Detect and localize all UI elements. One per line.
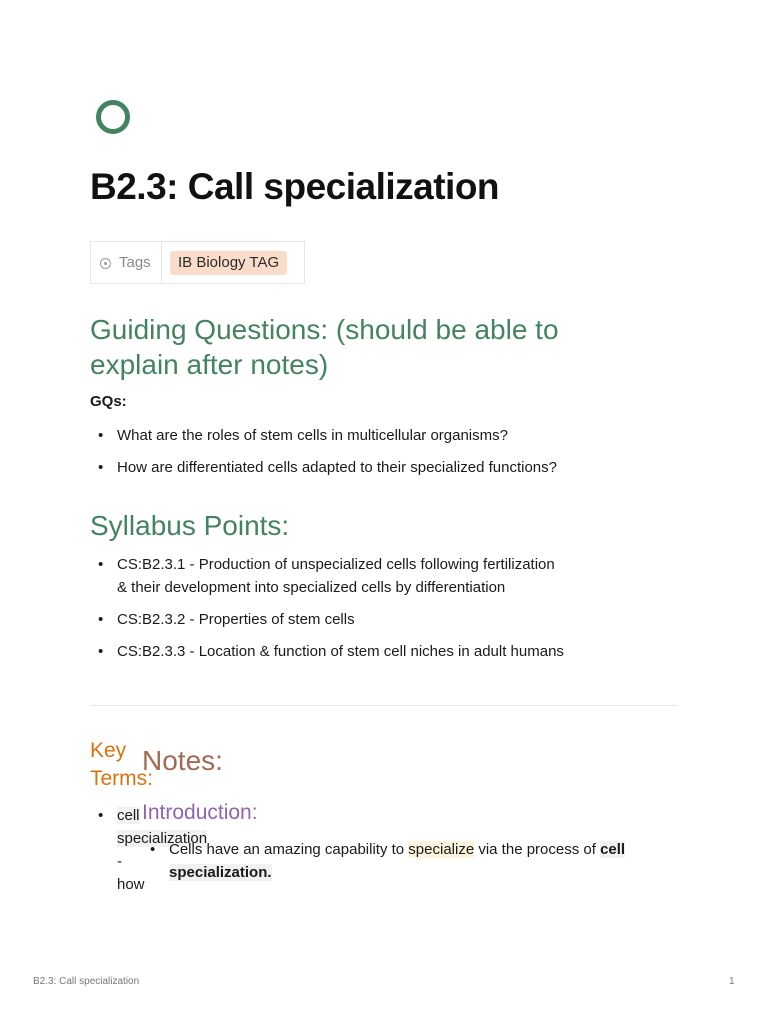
- intro-list-item: [169, 838, 669, 884]
- page-number: 1: [729, 976, 735, 987]
- syllabus-item-line: CS:B2.3.1 - Production of unspecialized cells following fertilization: [117, 556, 555, 573]
- guiding-heading-line1: Guiding Questions: (should be able to: [90, 314, 559, 345]
- key-terms-line1: Key: [90, 739, 127, 762]
- list-item: • CS:B2.3.2 - Properties of stem cells: [117, 608, 564, 631]
- introduction-heading: Introduction:: [142, 801, 258, 824]
- gqs-label: GQs:: [90, 393, 127, 410]
- syllabus-list: [117, 553, 564, 672]
- gq-list: [117, 424, 557, 488]
- key-term-line: specialization: [117, 830, 208, 847]
- bold-term: cell: [600, 841, 626, 858]
- guiding-heading-line2: explain after notes): [90, 349, 329, 380]
- list-item: • CS:B2.3.3 - Location & function of stem cell niches in adult humans: [117, 640, 564, 663]
- syllabus-heading: Syllabus Points:: [90, 510, 290, 541]
- tag-chip[interactable]: IB Biology TAG: [170, 251, 287, 275]
- intro-text: Cells have an amazing capability to: [169, 841, 409, 858]
- highlighted-term: specialize: [408, 841, 475, 858]
- intro-text: via the process of: [474, 841, 601, 858]
- tag-property-icon: [100, 258, 111, 269]
- syllabus-item-line: & their development into specialized cells by differentiation: [117, 579, 506, 596]
- list-item: • What are the roles of stem cells in multicellular organisms?: [117, 424, 557, 447]
- page-icon: [96, 100, 130, 134]
- footer-title: B2.3: Call specialization: [33, 976, 140, 987]
- key-term-line: cell: [117, 807, 140, 824]
- notes-heading: Notes:: [142, 745, 223, 776]
- divider: [90, 705, 678, 706]
- tags-property-value[interactable]: [162, 242, 287, 283]
- list-item: • How are differentiated cells adapted to their specialized functions?: [117, 456, 557, 479]
- tags-label: Tags: [119, 254, 151, 271]
- list-item: [117, 553, 564, 599]
- page-title: B2.3: Call specialization: [90, 166, 500, 207]
- tags-property-key[interactable]: [91, 242, 162, 283]
- key-term-line: how: [117, 876, 145, 893]
- key-terms-line2: Terms:: [90, 767, 153, 790]
- guiding-questions-heading: [90, 312, 559, 382]
- bold-term: specialization.: [169, 864, 272, 881]
- properties-table: [90, 241, 305, 284]
- key-term-line: -: [117, 853, 122, 870]
